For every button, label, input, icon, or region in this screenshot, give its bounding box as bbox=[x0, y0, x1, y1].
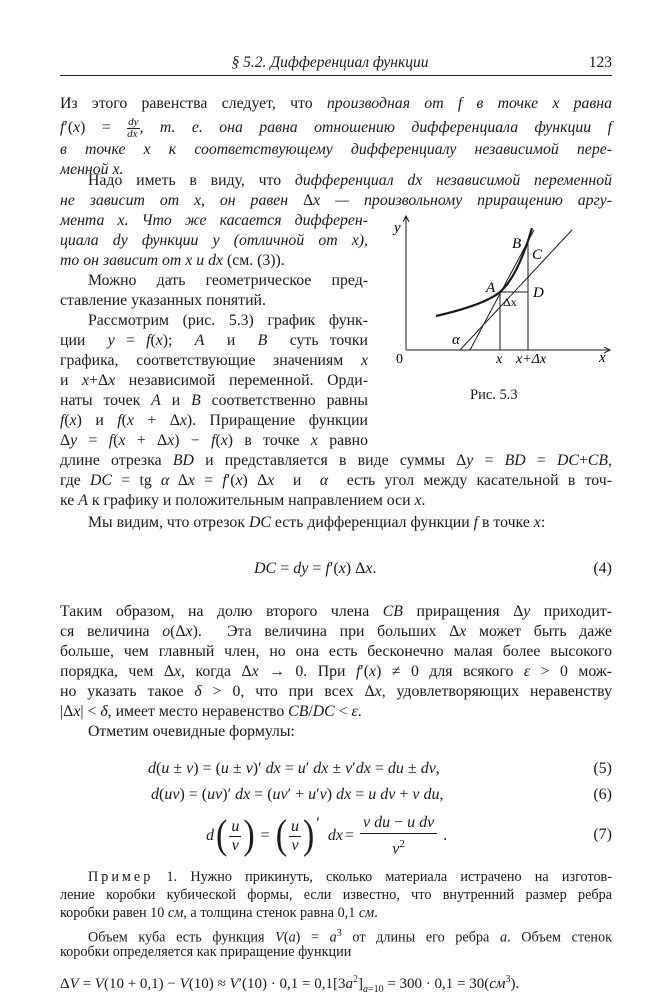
text-line: длине отрезка BD и представляется в виде суммы Δy = BD = DC+CB, bbox=[60, 452, 612, 469]
equation-volume: $\Delta V = V(10 + 0,1) - V(10) \approx V'(10) \cdot 0,1 = 0,1[3a^2]_{a=10} = 300 \cdot 0,1 = 30(см^3)$. bbox=[60, 974, 520, 995]
equation-number: (5) bbox=[593, 760, 612, 777]
label-B: B bbox=[512, 236, 522, 252]
text-line: больше, чем главный член, но она есть бесконечно малая более высокого bbox=[60, 643, 612, 660]
label-C: C bbox=[532, 247, 543, 263]
equation-7: d ( u v ) = ( u v ) ′ dx = v du − u dv $v^2$ . bbox=[206, 813, 448, 858]
text-line: мента x. Что же касается дифферен- bbox=[60, 212, 368, 229]
text-line: Рассмотрим (рис. 5.3) график функ- bbox=[88, 312, 368, 329]
running-header-title: § 5.2. Дифференциал функции bbox=[231, 54, 429, 71]
text-line: f′(x) = $\frac{dy}{dx}$ , т. е. она равна отношению дифференциала функции f bbox=[60, 116, 612, 140]
equation-6: d(uv) = (uv)′ dx = (uv′ + u′v) dx = u dv + v du, bbox=[151, 786, 444, 803]
equation-4: DC = dy = f′(x) Δx. bbox=[254, 560, 377, 577]
text-line: графика, соответствующие значениям x bbox=[60, 352, 368, 369]
text-line: наты точек A и B соответственно равны bbox=[60, 392, 368, 409]
text-line: Можно дать геометрическое пред- bbox=[88, 272, 368, 289]
label-origin: 0 bbox=[396, 352, 403, 367]
figure-5-3 bbox=[392, 210, 617, 370]
text-line: в точке x к соответствующему дифференциалу независимой пере- bbox=[60, 141, 612, 158]
header-rule bbox=[60, 75, 612, 76]
equation-number: (6) bbox=[593, 786, 612, 803]
text-line: коробки равен 10 см, а толщина стенок равна 0,1 см. bbox=[60, 905, 378, 921]
text-line: но указать такое δ > 0, что при всех Δx, удовлетворяющих неравенству bbox=[60, 683, 612, 700]
label-x1: x+Δx bbox=[516, 352, 547, 367]
text-line: где DC = tg α Δx = f′(x) Δx и α есть угол между касательной в точ- bbox=[60, 472, 612, 489]
text-line: |Δx| < δ, имеет место неравенство CB/DC < ε. bbox=[60, 703, 362, 720]
text-line: Из этого равенства следует, что производная от f в точке x равна bbox=[60, 95, 612, 112]
label-alpha: α bbox=[452, 332, 460, 348]
text-line: ставление указанных понятий. bbox=[60, 292, 266, 309]
text-line: порядка, чем Δx, когда Δx → 0. При f′(x) ≠ 0 для всякого ε > 0 мож- bbox=[60, 663, 612, 680]
text-line: коробки определяется как приращение функции bbox=[60, 944, 352, 960]
text-line: не зависит от x, он равен Δx — произвольному приращению аргу- bbox=[60, 192, 612, 209]
text-line: ление коробки кубической формы, если известно, что внутренний размер ребра bbox=[60, 887, 612, 903]
text-line: ся величина o(Δx). Эта величина при больших Δx может быть даже bbox=[60, 623, 612, 640]
text-line: ции y = f(x); A и B суть точки bbox=[60, 332, 368, 349]
text-line: ке A к графику и положительным направлением оси x. bbox=[60, 492, 426, 509]
text-line: Мы видим, что отрезок DC есть дифференциал функции f в точке x: bbox=[88, 514, 546, 531]
text-line: менной x. bbox=[60, 161, 124, 178]
text-line: то он зависит от x и dx (см. (3)). bbox=[60, 252, 285, 269]
text-line: и x+Δx независимой переменной. Орди- bbox=[60, 372, 368, 389]
text-line: Таким образом, на долю второго члена CB приращения Δy приходит- bbox=[60, 603, 613, 620]
page-number: 123 bbox=[588, 54, 612, 71]
text-line: Пример 1. Нужно прикинуть, сколько материала истрачено на изготов- bbox=[88, 869, 612, 885]
text-line: f(x) и f(x + Δx). Приращение функции bbox=[60, 412, 368, 429]
label-y: y bbox=[394, 220, 401, 236]
text-line: циала dy функции y (отличной от x), bbox=[60, 232, 368, 249]
text-line: Надо иметь в виду, что дифференциал dx независимой переменной bbox=[88, 172, 612, 189]
label-x0: x bbox=[496, 352, 503, 367]
text-line: Отметим очевидные формулы: bbox=[88, 723, 295, 740]
label-D: D bbox=[533, 285, 544, 301]
text-line: Δy = f(x + Δx) − f(x) в точке x равно bbox=[60, 432, 368, 449]
secant-line bbox=[470, 230, 534, 350]
equation-number: (4) bbox=[593, 560, 612, 577]
label-A: A bbox=[486, 280, 496, 296]
equation-5: d(u ± v) = (u ± v)′ dx = u′ dx ± v′dx = du ± dv, bbox=[148, 760, 440, 777]
equation-number: (7) bbox=[593, 826, 612, 843]
label-dx: Δx bbox=[503, 295, 517, 309]
text-line: Объем куба есть функция $V(a) = a^3$ от длины его ребра a. Объем стенок bbox=[88, 928, 612, 946]
label-x-axis: x bbox=[599, 350, 606, 366]
figure-caption: Рис. 5.3 bbox=[470, 387, 518, 403]
